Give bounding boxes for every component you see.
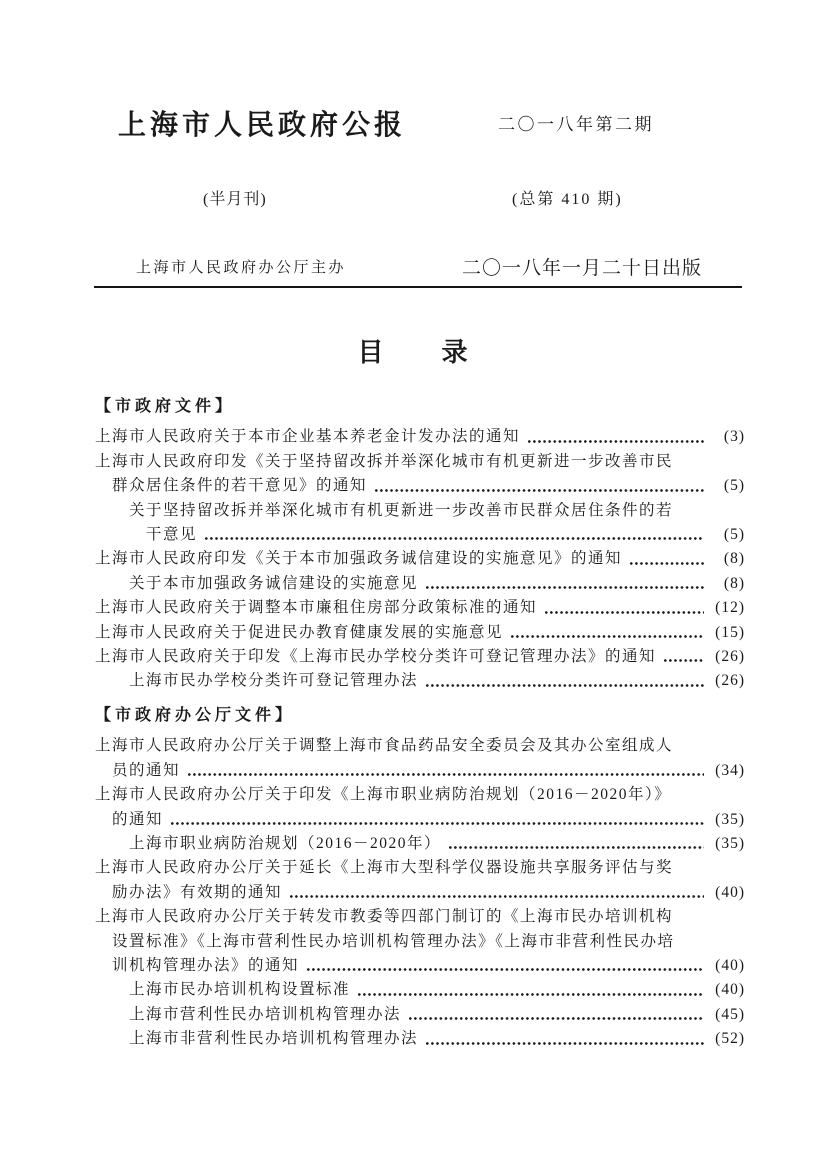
dot-leader xyxy=(426,586,704,589)
masthead xyxy=(0,0,827,292)
toc-entry-line xyxy=(95,572,745,596)
toc-entry-text: 励办法》有效期的通知 xyxy=(112,883,283,901)
toc-entry xyxy=(95,1027,745,1051)
toc-entry-line xyxy=(95,954,745,978)
toc-entry-line xyxy=(95,596,745,620)
toc-entry-text: 上海市人民政府办公厅关于调整上海市食品药品安全委员会及其办公室组成人 xyxy=(95,737,674,755)
page-number: (40) xyxy=(715,981,745,999)
dot-leader xyxy=(171,822,704,825)
toc-entry-line xyxy=(95,783,745,807)
issue-number: 二〇一八年第二期 xyxy=(498,115,654,134)
toc-entry-text: 上海市人民政府印发《关于坚持留改拆并举深化城市有机更新进一步改善市民 xyxy=(95,452,674,470)
toc-entry-line xyxy=(95,474,745,498)
toc-entry-line xyxy=(95,1003,745,1027)
header-divider xyxy=(94,286,742,288)
page-number: (8) xyxy=(723,574,745,592)
toc-section-heading: 【市政府办公厅文件】 xyxy=(95,706,296,724)
page-number: (15) xyxy=(715,623,745,641)
page-number: (40) xyxy=(715,956,745,974)
toc-section-heading: 【市政府文件】 xyxy=(95,398,236,415)
toc-entry-line xyxy=(95,523,745,547)
toc-entry-text: 上海市人民政府办公厅关于延长《上海市大型科学仪器设施共享服务评估与奖 xyxy=(95,859,674,877)
toc-entry-line xyxy=(95,621,745,645)
toc-entry-text: 上海市人民政府关于印发《上海市民办学校分类许可登记管理办法》的通知 xyxy=(95,648,657,666)
dot-leader xyxy=(426,1042,704,1045)
page-number: (35) xyxy=(715,834,745,852)
dot-leader xyxy=(528,440,704,443)
toc-entry-text: 上海市非营利性民办培训机构管理办法 xyxy=(129,1030,419,1048)
toc-entry xyxy=(95,547,745,571)
page-number: (5) xyxy=(723,526,745,544)
toc-entry-line xyxy=(95,978,745,1002)
toc-entry xyxy=(95,572,745,596)
toc-entry xyxy=(95,905,745,978)
toc-entry-text: 上海市营利性民办培训机构管理办法 xyxy=(129,1005,402,1023)
toc-entry-text: 关于本市加强政务诚信建设的实施意见 xyxy=(129,574,419,592)
dot-leader xyxy=(426,684,704,687)
page-number: (45) xyxy=(715,1005,745,1023)
dot-leader xyxy=(511,635,704,638)
toc-entry-line xyxy=(95,856,745,880)
toc-entry xyxy=(95,645,745,669)
page-number: (34) xyxy=(715,761,745,779)
dot-leader xyxy=(664,659,704,662)
toc-entry-text: 上海市人民政府关于本市企业基本养老金计发办法的通知 xyxy=(95,428,521,446)
toc-entry-text: 上海市职业病防治规划（2016－2020年） xyxy=(129,834,442,852)
dot-leader xyxy=(545,611,704,614)
toc-entry-text: 上海市人民政府办公厅关于印发《上海市职业病防治规划（2016－2020年）》 xyxy=(95,786,672,804)
toc-section xyxy=(95,395,745,694)
toc-entry xyxy=(95,832,745,856)
dot-leader xyxy=(188,773,704,776)
dot-leader xyxy=(307,968,704,971)
page-number: (3) xyxy=(723,428,745,446)
toc-entry xyxy=(95,499,745,548)
toc-entry-line xyxy=(95,808,745,832)
toc-entry xyxy=(95,450,745,499)
toc-entry xyxy=(95,783,745,832)
toc-entry-line xyxy=(95,450,745,474)
toc-entry-line xyxy=(95,1027,745,1051)
toc-entry-line xyxy=(95,425,745,449)
toc-entry xyxy=(95,669,745,693)
toc-entry-text: 员的通知 xyxy=(112,761,181,779)
toc-entry-text: 关于坚持留改拆并举深化城市有机更新进一步改善市民群众居住条件的若 xyxy=(129,501,674,519)
toc-title: 目 录 xyxy=(357,338,470,367)
toc-entry xyxy=(95,856,745,905)
organizer-label: 上海市人民政府办公厅主办 xyxy=(136,260,347,276)
toc-entry xyxy=(95,425,745,449)
total-issue-number: (总第 410 期) xyxy=(512,191,623,208)
toc-entry-line xyxy=(95,547,745,571)
toc-entry-line xyxy=(95,645,745,669)
dot-leader xyxy=(449,846,704,849)
toc-entry-line xyxy=(95,905,745,929)
toc-entry-text: 设置标准》《上海市营利性民办培训机构管理办法》《上海市非营利性民办培 xyxy=(112,932,675,950)
toc-entry xyxy=(95,596,745,620)
toc-entry xyxy=(95,621,745,645)
page-number: (26) xyxy=(715,648,745,666)
toc-entry-text: 上海市民办培训机构设置标准 xyxy=(129,981,351,999)
dot-leader xyxy=(630,562,704,565)
toc-entry-line xyxy=(95,930,745,954)
toc-entry-line xyxy=(95,499,745,523)
page-number: (52) xyxy=(715,1030,745,1048)
toc-entry-text: 上海市人民政府印发《关于本市加强政务诚信建设的实施意见》的通知 xyxy=(95,550,623,568)
dot-leader xyxy=(205,537,704,540)
toc-entry-line xyxy=(95,669,745,693)
toc-entry xyxy=(95,734,745,783)
dot-leader xyxy=(375,489,704,492)
periodicity-label: (半月刊) xyxy=(203,191,267,208)
toc-entry-text: 干意见 xyxy=(146,526,198,544)
publish-date: 二〇一八年一月二十日出版 xyxy=(462,258,703,279)
toc-entry-text: 上海市人民政府办公厅关于转发市教委等四部门制订的《上海市民办培训机构 xyxy=(95,908,674,926)
toc-entry xyxy=(95,978,745,1002)
table-of-contents xyxy=(95,395,745,1052)
page-number: (8) xyxy=(723,550,745,568)
toc-entry-line xyxy=(95,832,745,856)
toc-entry-line xyxy=(95,759,745,783)
gazette-title: 上海市人民政府公报 xyxy=(118,110,407,141)
toc-section xyxy=(95,704,745,1052)
toc-entry-text: 群众居住条件的若干意见》的通知 xyxy=(112,477,368,495)
page-number: (26) xyxy=(715,672,745,690)
toc-entry-line xyxy=(95,734,745,758)
toc-entry-text: 的通知 xyxy=(112,810,164,828)
toc-entry-text: 上海市民办学校分类许可登记管理办法 xyxy=(129,672,419,690)
toc-entry-line xyxy=(95,881,745,905)
page-number: (12) xyxy=(715,599,745,617)
toc-entry-text: 上海市人民政府关于调整本市廉租住房部分政策标准的通知 xyxy=(95,599,538,617)
page-number: (35) xyxy=(715,810,745,828)
dot-leader xyxy=(290,895,704,898)
page-number: (40) xyxy=(715,883,745,901)
toc-entry xyxy=(95,1003,745,1027)
page-number: (5) xyxy=(723,477,745,495)
toc-entry-text: 训机构管理办法》的通知 xyxy=(112,956,300,974)
toc-entry-text: 上海市人民政府关于促进民办教育健康发展的实施意见 xyxy=(95,623,504,641)
dot-leader xyxy=(358,993,704,996)
dot-leader xyxy=(409,1017,704,1020)
